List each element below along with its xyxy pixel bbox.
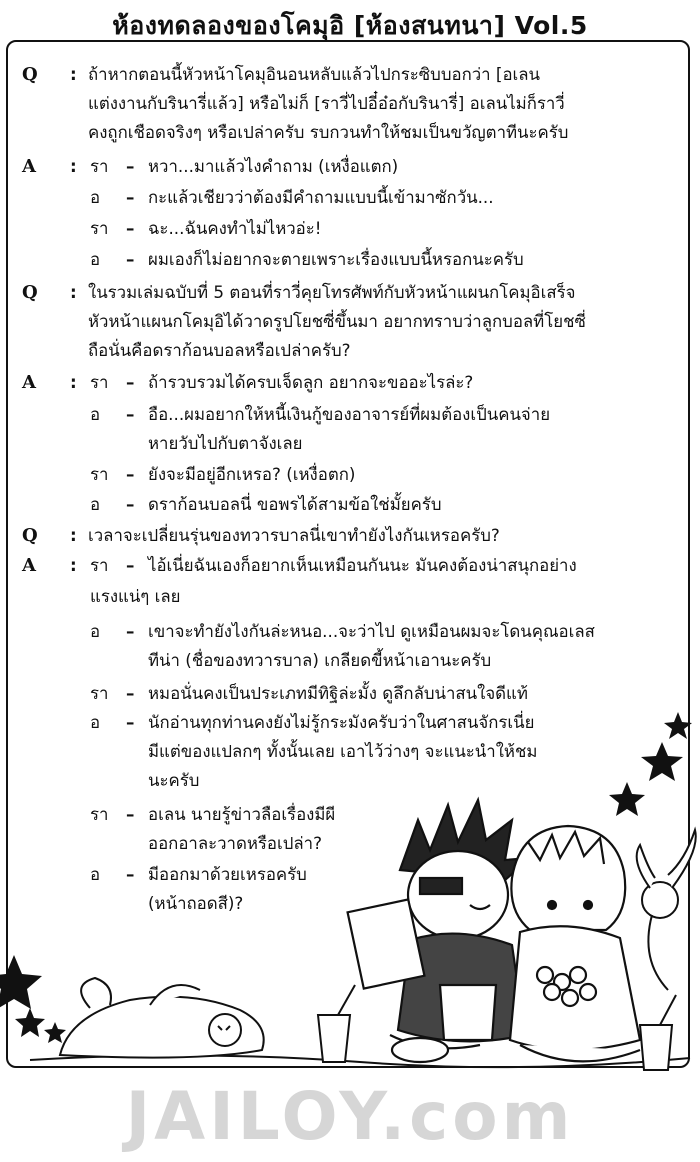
answer-text: ทีน่า (ชื่อของทวารบาล) เกลียดขี้หน้าเอานะครับ: [148, 650, 492, 670]
question-line: ถ้าหากตอนนี้หัวหน้าโคมุอินอนหลับแล้วไปกระซิบบอกว่า [อเลน: [88, 64, 541, 84]
answer-text: แรงแน่ๆ เลย: [90, 586, 181, 606]
label-colon: :: [70, 156, 77, 176]
question-label: Q: [22, 282, 38, 303]
dash: –: [126, 683, 135, 703]
label-colon: :: [70, 64, 77, 84]
dash: –: [126, 464, 135, 484]
answer-text: ดราก้อนบอลนี่ ขอพรได้สามข้อใช่มั้ยครับ: [148, 494, 442, 514]
speaker: รา: [90, 156, 109, 176]
answer-text: อือ...ผมอยากให้หนี้เงินกู้ของอาจารย์ที่ผมต้องเป็นคนจ่าย: [148, 404, 551, 424]
speaker: รา: [90, 372, 109, 392]
answer-text: หวา...มาแล้วไงคำถาม (เหงื่อแตก): [148, 156, 399, 176]
question-line: หัวหน้าแผนกโคมุอิได้วาดรูปโยชซี่ขึ้นมา อยากทราบว่าลูกบอลที่โยชซี่: [88, 311, 586, 331]
dash: –: [126, 555, 135, 575]
dash: –: [126, 864, 135, 884]
answer-text: (หน้าถอดสี)?: [148, 893, 244, 913]
answer-text: นะครับ: [148, 770, 200, 790]
speaker: รา: [90, 555, 109, 575]
site-watermark: JAILOY.com: [125, 1078, 575, 1155]
answer-label: A: [22, 156, 36, 177]
speaker: อ: [90, 712, 101, 732]
dash: –: [126, 404, 135, 424]
label-colon: :: [70, 282, 77, 302]
dash: –: [126, 494, 135, 514]
answer-text: มีออกมาด้วยเหรอครับ: [148, 864, 307, 884]
dash: –: [126, 804, 135, 824]
answer-label: A: [22, 555, 36, 576]
question-label: Q: [22, 64, 38, 85]
speaker: รา: [90, 804, 109, 824]
label-colon: :: [70, 555, 77, 575]
answer-text: อเลน นายรู้ข่าวลือเรื่องมีผี: [148, 804, 336, 824]
dash: –: [126, 712, 135, 732]
answer-text: มีแต่ของแปลกๆ ทั้งนั้นเลย เอาไว้ว่างๆ จะแนะนำให้ชม: [148, 741, 538, 761]
answer-text: นักอ่านทุกท่านคงยังไม่รู้กระมังครับว่าในศาสนจักรเนี่ย: [148, 712, 535, 732]
question-line: ในรวมเล่มฉบับที่ 5 ตอนที่ราวี่คุยโทรศัพท์กับหัวหน้าแผนกโคมุอิเสร็จ: [88, 282, 576, 302]
question-line: ถือนั่นคือดราก้อนบอลหรือเปล่าครับ?: [88, 340, 351, 360]
speaker: อ: [90, 494, 101, 514]
question-line: เวลาจะเปลี่ยนรุ่นของทวารบาลนี่เขาทำยังไงกันเหรอครับ?: [88, 525, 500, 545]
speaker: รา: [90, 464, 109, 484]
answer-text: เขาจะทำยังไงกันล่ะหนอ...จะว่าไป ดูเหมือนผมจะโดนคุณอเลส: [148, 621, 595, 641]
answer-text: ถ้ารวบรวมได้ครบเจ็ดลูก อยากจะขออะไรล่ะ?: [148, 372, 474, 392]
speaker: อ: [90, 864, 101, 884]
answer-text: ไอ้เนี่ยฉันเองก็อยากเห็นเหมือนกันนะ มันคงต้องน่าสนุกอย่าง: [148, 555, 577, 575]
speaker: อ: [90, 249, 101, 269]
speaker: รา: [90, 683, 109, 703]
speaker: อ: [90, 404, 101, 424]
dash: –: [126, 249, 135, 269]
answer-text: ยังจะมีอยู่อีกเหรอ? (เหงื่อตก): [148, 464, 356, 484]
label-colon: :: [70, 372, 77, 392]
question-line: แต่งงานกับรินารี่แล้ว] หรือไม่ก็ [ราวี่ไปอี๋อ๋อกับรินารี่] อเลนไม่ก็ราวี่: [88, 93, 565, 113]
page-title: ห้องทดลองของโคมุอิ [ห้องสนทนา] Vol.5: [112, 11, 588, 40]
answer-text: หายวับไปกับตาจังเลย: [148, 433, 303, 453]
dash: –: [126, 218, 135, 238]
answer-text: ออกอาละวาดหรือเปล่า?: [148, 833, 323, 853]
dash: –: [126, 372, 135, 392]
label-colon: :: [70, 525, 77, 545]
answer-text: หมอนั่นคงเป็นประเภทมีทิฐิล่ะมั้ง ดูลึกลับน่าสนใจดีแท้: [148, 683, 528, 703]
dash: –: [126, 156, 135, 176]
answer-text: ผมเองก็ไม่อยากจะตายเพราะเรื่องแบบนี้หรอกนะครับ: [148, 249, 524, 269]
speaker: อ: [90, 187, 101, 207]
speaker: อ: [90, 621, 101, 641]
answer-text: ฉะ...ฉันคงทำไม่ไหวอ่ะ!: [148, 218, 322, 238]
speaker: รา: [90, 218, 109, 238]
question-label: Q: [22, 525, 38, 546]
dash: –: [126, 621, 135, 641]
answer-text: กะแล้วเชียวว่าต้องมีคำถามแบบนี้เข้ามาซักวัน...: [148, 187, 494, 207]
question-line: คงถูกเชือดจริงๆ หรือเปล่าครับ รบกวนทำให้ชมเป็นขวัญตาทีนะครับ: [88, 122, 569, 142]
answer-label: A: [22, 372, 36, 393]
dash: –: [126, 187, 135, 207]
